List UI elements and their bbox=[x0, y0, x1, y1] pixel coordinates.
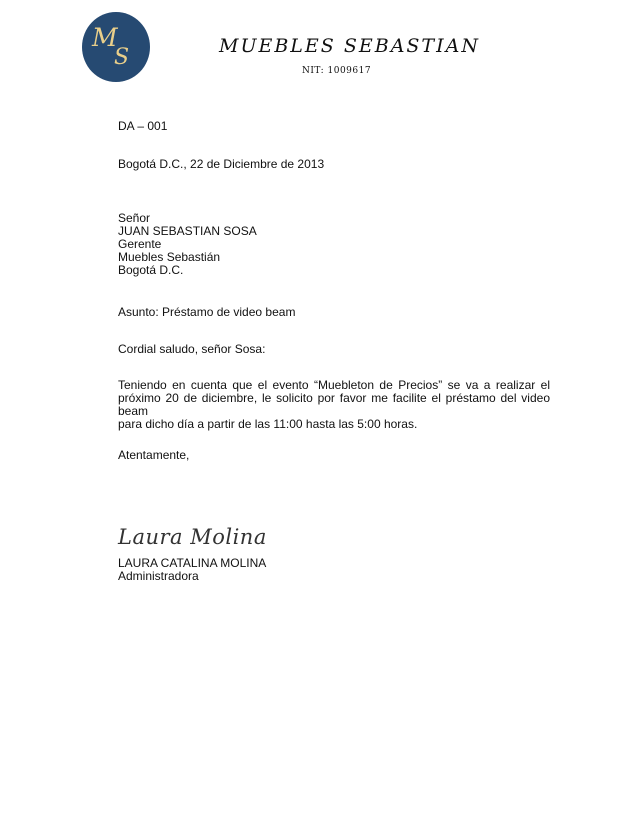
letter-body bbox=[118, 379, 550, 431]
signer-name: LAURA CATALINA MOLINA bbox=[118, 556, 267, 570]
company-nit: NIT: 1009617 bbox=[302, 66, 372, 76]
logo-letter-m: M bbox=[92, 23, 118, 52]
recipient-name: JUAN SEBASTIAN SOSA bbox=[118, 224, 257, 238]
company-name: MUEBLES SEBASTIAN bbox=[219, 35, 480, 57]
logo-letter-s: S bbox=[114, 45, 130, 70]
letter-date: Bogotá D.C., 22 de Diciembre de 2013 bbox=[118, 157, 325, 171]
body-line: para dicho día a partir de las 11:00 hasta las 5:00 horas. bbox=[118, 417, 418, 431]
company-logo bbox=[82, 12, 150, 82]
signer-role: Administradora bbox=[118, 569, 199, 583]
recipient-city: Bogotá D.C. bbox=[118, 263, 184, 277]
body-line: próximo 20 de diciembre, le solicito por favor me facilite el préstamo del video beam bbox=[118, 391, 550, 418]
body-line: Teniendo en cuenta que el evento “Muebleton de Precios” se va a realizar el bbox=[118, 378, 550, 392]
recipient-title: Gerente bbox=[118, 237, 162, 251]
recipient-block bbox=[118, 212, 257, 277]
letter-subject: Asunto: Préstamo de video beam bbox=[118, 305, 296, 319]
recipient-salutation: Señor bbox=[118, 211, 151, 225]
letter-closing: Atentamente, bbox=[118, 448, 190, 462]
handwritten-signature: Laura Molina bbox=[118, 525, 267, 549]
reference-number: DA – 001 bbox=[118, 119, 168, 133]
recipient-company: Muebles Sebastián bbox=[118, 250, 221, 264]
letter-greeting: Cordial saludo, señor Sosa: bbox=[118, 342, 266, 356]
